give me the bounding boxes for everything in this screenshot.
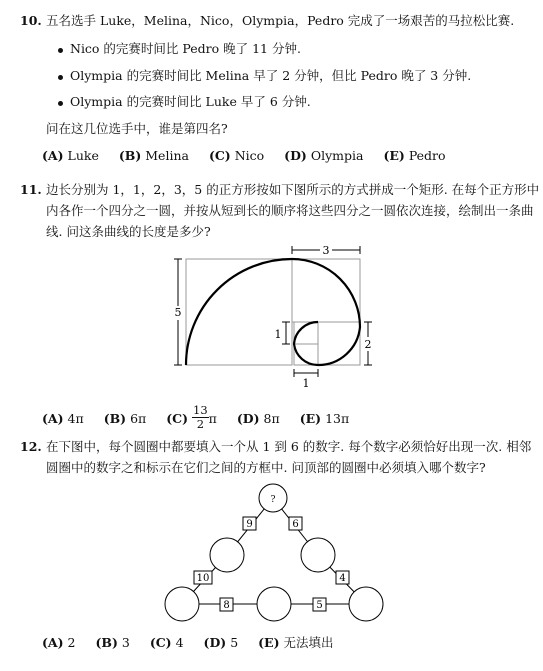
label-top: 3 [322, 244, 330, 257]
q10-question: 问在这几位选手中，谁是第四名? [46, 121, 228, 136]
circle-mid-right [301, 538, 335, 572]
q10-stem: 五名选手 Luke，Melina，Nico，Olympia，Pedro 完成了一场艰苦的马拉松比赛. [46, 13, 515, 28]
q10-options [42, 148, 462, 164]
option-a: (A) Luke [42, 148, 99, 163]
option-b: (B) 3 [95, 635, 130, 650]
q11-stem-line-1: 边长分别为 1，1，2，3，5 的正方形按如下图所示的方式拼成一个矩形. 在每个正方形中 [46, 182, 540, 197]
q11-stem-line-3: 线. 问这条曲线的长度是多少? [46, 224, 211, 239]
square-5 [186, 259, 292, 365]
q12-stem-line-2: 圆圈中的数字之和标示在它们之间的方框中. 问顶部的圆圈中必须填入哪个数字? [46, 460, 486, 475]
circle-triangle-figure [160, 480, 390, 625]
q12-number: 12. [20, 439, 42, 454]
q11-number: 11. [20, 182, 42, 197]
option-c: (C) 4 [149, 635, 184, 650]
q11-stem-line-2: 内各作一个四分之一圆，并按从短到长的顺序将这些四分之一圆依次连接，绘制出一条曲 [46, 203, 534, 218]
circle-bottom-middle [257, 587, 291, 621]
option-e: (E) 无法填出 [258, 635, 334, 650]
svg-text:4: 4 [339, 573, 346, 584]
option-d: (D) Olympia [284, 148, 364, 163]
option-e: (E) Pedro [383, 148, 446, 163]
bullet-dot [58, 101, 63, 106]
option-d: (D) 8π [236, 411, 280, 426]
q10-bullet-3: Olympia 的完赛时间比 Luke 早了 6 分钟. [70, 94, 311, 109]
bullet-dot [58, 48, 63, 53]
option-a: (A) 2 [42, 635, 76, 650]
q12-stem-line-1: 在下图中，每个圆圈中都要填入一个从 1 到 6 的数字. 每个数字必须恰好出现一次. 相邻 [46, 439, 532, 454]
top-circle-label: ? [270, 495, 276, 505]
fraction-denominator: 2 [196, 417, 205, 431]
svg-text:6: 6 [292, 519, 299, 530]
option-e: (E) 13π [299, 411, 350, 426]
circle-mid-left [210, 538, 244, 572]
option-b: (B) 6π [103, 411, 147, 426]
spiral-curve [186, 259, 360, 365]
option-d: (D) 5 [203, 635, 239, 650]
label-right: 2 [364, 338, 372, 351]
q10-number: 10. [20, 13, 42, 28]
option-c: (C) $\frac{13}{2}$ π [166, 403, 217, 431]
fraction-numerator: 13 [193, 403, 208, 417]
circle-bottom-right [349, 587, 383, 621]
svg-text:10: 10 [196, 573, 210, 584]
label-inner-left: 1 [274, 328, 282, 341]
golden-spiral-figure [170, 240, 380, 390]
q10-bullet-1: Nico 的完赛时间比 Pedro 晚了 11 分钟. [70, 41, 301, 56]
svg-text:8: 8 [223, 600, 230, 611]
option-a: (A) 4π [42, 411, 84, 426]
bullet-dot [58, 75, 63, 80]
svg-text:5: 5 [316, 600, 323, 611]
q10-bullet-2: Olympia 的完赛时间比 Melina 早了 2 分钟，但比 Pedro 晚了 3 分钟. [70, 68, 472, 83]
label-left: 5 [174, 306, 182, 319]
circle-bottom-left [165, 587, 199, 621]
option-b: (B) Melina [118, 148, 189, 163]
label-bottom: 1 [302, 377, 310, 390]
q11-options [42, 403, 365, 433]
q12-options [42, 635, 350, 651]
option-c: (C) Nico [208, 148, 265, 163]
svg-text:9: 9 [246, 519, 253, 530]
